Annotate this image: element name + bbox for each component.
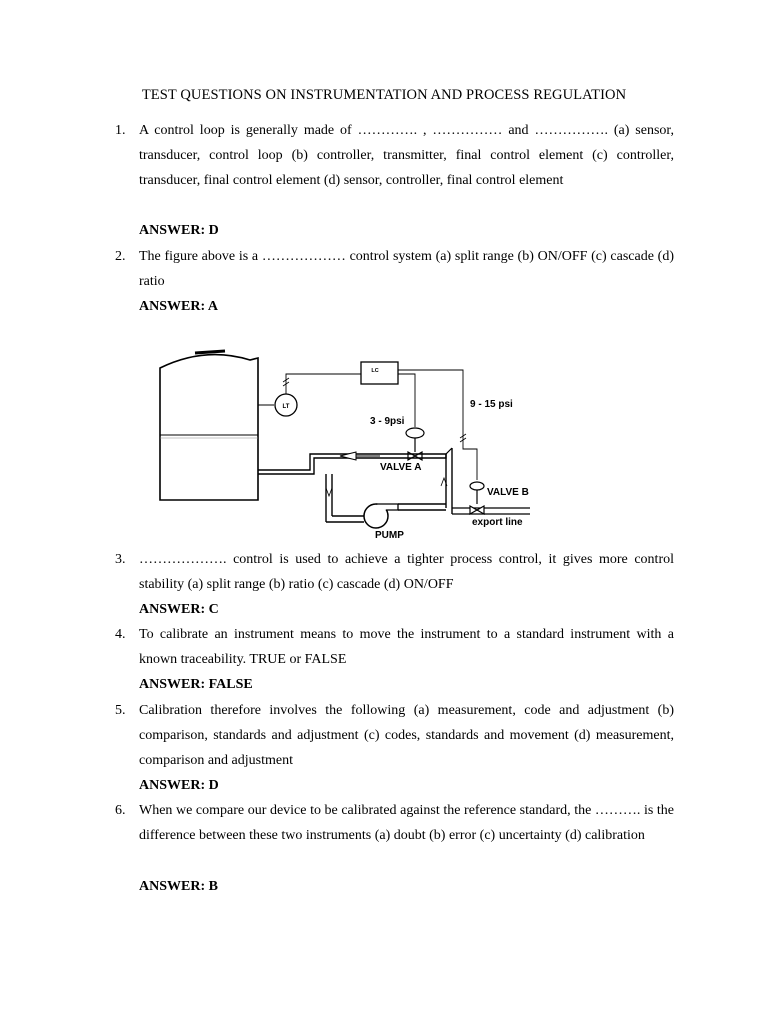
question-3 <box>115 547 674 597</box>
lc-label: LC <box>371 368 379 374</box>
document-title: TEST QUESTIONS ON INSTRUMENTATION AND PROCESS REGULATION <box>141 87 627 103</box>
valve-a-signal-range: 3 - 9psi <box>370 416 405 427</box>
pump-label: PUMP <box>375 530 404 538</box>
question-number: 1. <box>115 123 126 138</box>
question-text: A control loop is generally made of …………. , …………… and ……………. (a) sensor, transducer, control loop (b) controller, transmitter, final control element (c) controller, transducer, final control element (d) sensor, controller, final control element <box>139 123 674 188</box>
storage-tank <box>160 355 258 500</box>
export-line-label: export line <box>472 517 523 528</box>
question-text: When we compare our device to be calibrated against the reference standard, the ………. is the difference between these two instruments (a) doubt (b) error (c) uncertainty (d) calibration <box>139 803 674 843</box>
question-1 <box>115 118 674 193</box>
valve-b-signal-range: 9 - 15 psi <box>470 399 513 410</box>
valve-a-label: VALVE A <box>380 462 422 473</box>
question-number: 4. <box>115 627 126 642</box>
question-text: To calibrate an instrument means to move the instrument to a standard instrument with a known traceability. TRUE or FALSE <box>139 627 674 667</box>
question-text: The figure above is a ……………… control system (a) split range (b) ON/OFF (c) cascade (d) ratio <box>139 249 674 289</box>
question-number: 6. <box>115 803 126 818</box>
answer-4: ANSWER: FALSE <box>139 677 253 692</box>
question-number: 2. <box>115 249 126 264</box>
valve-b-body <box>470 506 484 514</box>
question-number: 5. <box>115 703 126 718</box>
valve-a-body <box>408 452 422 460</box>
valve-b-label: VALVE B <box>487 487 529 498</box>
question-6 <box>115 798 674 848</box>
question-5 <box>115 698 674 773</box>
question-text: ………………. control is used to achieve a tighter process control, it gives more control stability (a) split range (b) ratio (c) cascade (d) ON/OFF <box>139 552 674 592</box>
question-text: Calibration therefore involves the following (a) measurement, code and adjustment (b) comparison, standards and adjustment (c) codes, standards and movement (d) measurement, comparison and adjustment <box>139 703 674 768</box>
question-4 <box>115 622 674 672</box>
lt-label: LT <box>282 404 290 410</box>
answer-1: ANSWER: D <box>139 223 219 238</box>
answer-3: ANSWER: C <box>139 602 219 617</box>
level-controller <box>361 362 398 384</box>
answer-5: ANSWER: D <box>139 778 219 793</box>
answer-2: ANSWER: A <box>139 299 218 314</box>
question-number: 3. <box>115 552 126 567</box>
answer-6: ANSWER: B <box>139 879 218 894</box>
question-2 <box>115 244 674 294</box>
split-range-control-diagram <box>150 338 550 538</box>
